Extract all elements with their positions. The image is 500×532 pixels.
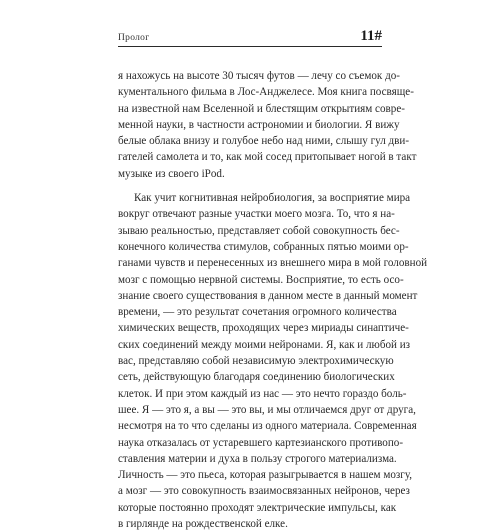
text-line: вокруг отвечают разные участки моего мозга. То, что я на- bbox=[118, 208, 395, 221]
text-line: на известной нам Вселенной и блестящим открытиям совре- bbox=[118, 102, 405, 115]
text-line: клеток. И при этом каждый из нас — это нечто гораздо боль- bbox=[118, 387, 407, 400]
section-title: Пролог bbox=[118, 33, 150, 43]
text-line: Как учит когнитивная нейробиология, за восприятие мира bbox=[134, 192, 411, 205]
text-line: вас, представляю собой независимую электрохимическую bbox=[118, 355, 394, 368]
text-line: знание своего существования в данном месте в данный момент bbox=[118, 289, 418, 302]
text-line: кументального фильма в Лос-Анджелесе. Моя книга посвяще- bbox=[118, 86, 414, 99]
text-line: Личность — это пьеса, которая разыгрывается в нашем мозгу, bbox=[118, 469, 413, 482]
text-line: наука отказалась от устаревшего картезианского противопо- bbox=[118, 436, 404, 449]
text-line: сеть, действующую благодаря соединению биологических bbox=[118, 371, 395, 384]
text-line: времени, — это результат сочетания огромного количества bbox=[118, 306, 397, 319]
text-line: а мозг — это совокупность взаимосвязанных нейронов, через bbox=[118, 485, 410, 498]
text-line: ставления материи и духа в пользу строгого материализма. bbox=[118, 452, 397, 465]
text-line: мозг с помощью нервной системы. Восприятие, то есть осо- bbox=[118, 273, 404, 286]
page-number: 11# bbox=[360, 28, 382, 44]
text-line: я нахожусь на высоте 30 тысяч футов — лечу со съемок до- bbox=[118, 70, 400, 82]
paragraph-2 bbox=[118, 190, 428, 532]
text-line: гателей самолета и то, как мой сосед притопывает ногой в такт bbox=[118, 151, 417, 164]
text-line: несмотря на то что сделаны из одного материала. Современная bbox=[118, 420, 417, 433]
text-line: менной науки, в частности астрономии и биологии. Я вижу bbox=[118, 118, 400, 131]
text-line: ских соединений между моими нейронами. Я, как и любой из bbox=[118, 338, 411, 351]
text-line: белые облака внизу и голубое небо над ними, слышу гул дви- bbox=[118, 135, 410, 148]
text-line: в гирлянде на рождественской елке. bbox=[118, 518, 288, 531]
running-header bbox=[118, 26, 382, 47]
text-line: конечного количества стимулов, собранных пятью моими ор- bbox=[118, 240, 409, 253]
text-line: ганами чувств и перенесенных из внешнего мира в мой головной bbox=[118, 257, 428, 270]
text-line: химических веществ, проходящих через мириады синаптиче- bbox=[118, 322, 409, 335]
text-line: музыке из своего iPod. bbox=[118, 167, 225, 180]
text-line: которые постоянно проходят электрические импульсы, как bbox=[118, 501, 397, 514]
paragraph-1 bbox=[118, 68, 417, 182]
body-text bbox=[118, 68, 428, 532]
text-line: зываю реальностью, представляет собой совокупность бес- bbox=[118, 224, 400, 237]
text-line: шее. Я — это я, а вы — это вы, и мы отличаемся друг от друга, bbox=[118, 403, 416, 416]
